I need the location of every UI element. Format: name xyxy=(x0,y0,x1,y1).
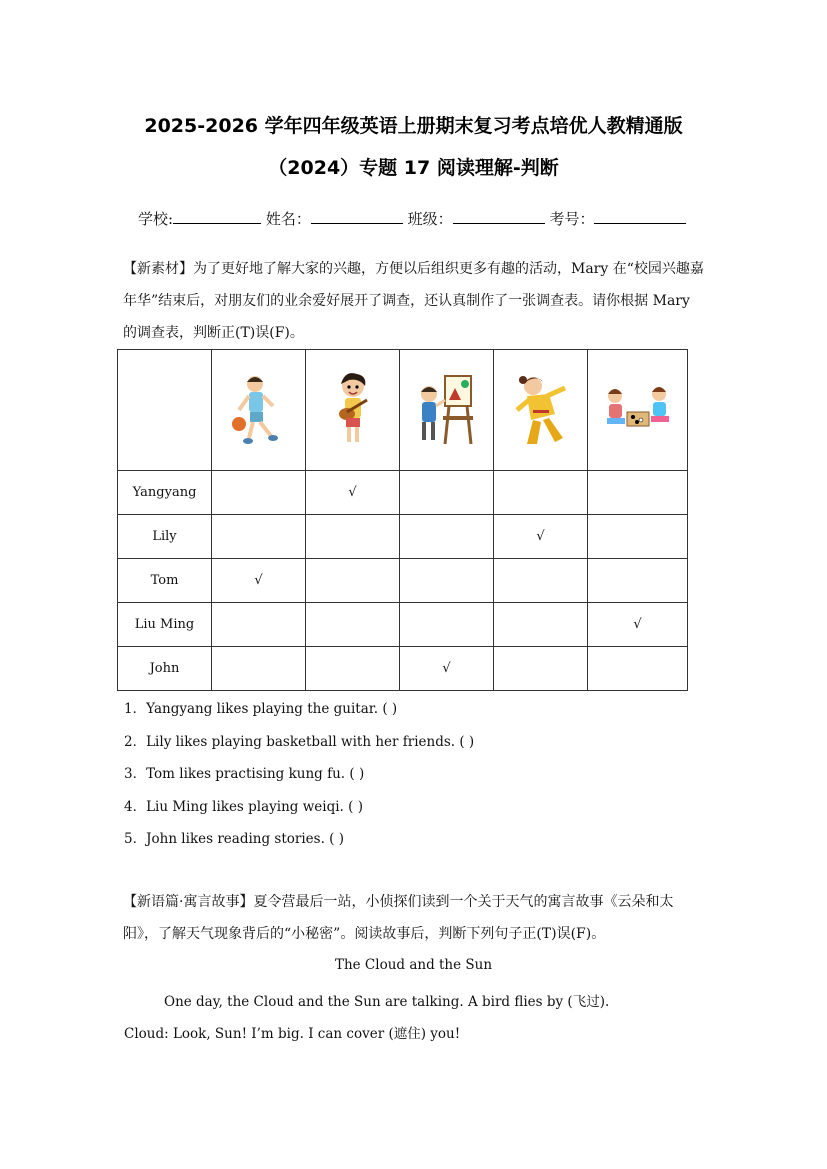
name-label: 姓名： xyxy=(265,210,311,228)
row-name: Liu Ming xyxy=(118,603,212,647)
class-blank[interactable] xyxy=(453,209,545,224)
school-blank[interactable] xyxy=(173,209,261,224)
cell xyxy=(212,603,306,647)
cell xyxy=(494,559,588,603)
cell xyxy=(400,603,494,647)
survey-row xyxy=(118,559,688,603)
check-cell: √ xyxy=(306,471,400,515)
section2-text: 夏令营最后一站，小侦探们读到一个关于天气的寓言故事《云朵和太阳》，了解天气现象背后的“小秘密”。阅读故事后，判断下列句子正(T)误(F)。 xyxy=(123,894,674,942)
question-1[interactable]: 1．Yangyang likes playing the guitar. ( ) xyxy=(124,701,398,717)
question-5[interactable]: 5．John likes reading stories. ( ) xyxy=(124,831,344,847)
story-line-2: Cloud: Look, Sun! I’m big. I can cover (遮住) you! xyxy=(124,1026,461,1042)
cell xyxy=(494,603,588,647)
cell xyxy=(494,471,588,515)
exam-no-blank[interactable] xyxy=(594,209,686,224)
kungfu-cell xyxy=(494,350,588,471)
check-cell: √ xyxy=(588,603,688,647)
basketball-cell xyxy=(212,350,306,471)
cell xyxy=(212,515,306,559)
student-info xyxy=(138,208,686,229)
survey-row xyxy=(118,515,688,559)
title-line-2: （2024）专题 17 阅读理解-判断 xyxy=(268,157,559,179)
question-3[interactable]: 3．Tom likes practising kung fu. ( ) xyxy=(124,766,365,782)
section1-text: 为了更好地了解大家的兴趣，方便以后组织更多有趣的活动，Mary 在“校园兴趣嘉年华”结束后，对朋友们的业余爱好展开了调查，还认真制作了一张调查表。请你根据 Mary 的调查表，判断正(T)误(F)。 xyxy=(123,261,704,341)
cell xyxy=(588,559,688,603)
row-name: Yangyang xyxy=(118,471,212,515)
guitar-boy-icon xyxy=(323,370,383,450)
school-label: 学校: xyxy=(138,210,174,228)
cell xyxy=(212,471,306,515)
cell xyxy=(588,515,688,559)
section2-tag: 【新语篇·寓言故事】 xyxy=(123,894,254,910)
check-cell: √ xyxy=(400,647,494,691)
check-cell: √ xyxy=(494,515,588,559)
survey-row xyxy=(118,603,688,647)
section1-tag: 【新素材】 xyxy=(123,261,193,277)
section2-intro xyxy=(123,886,708,950)
name-blank[interactable] xyxy=(311,209,403,224)
cell xyxy=(306,559,400,603)
question-4[interactable]: 4．Liu Ming likes playing weiqi. ( ) xyxy=(124,799,363,815)
cell xyxy=(588,471,688,515)
check-cell: √ xyxy=(212,559,306,603)
survey-row xyxy=(118,471,688,515)
basketball-boy-icon xyxy=(229,370,289,450)
row-name: Tom xyxy=(118,559,212,603)
painting-boy-icon xyxy=(415,370,479,450)
painting-cell xyxy=(400,350,494,471)
corner-cell xyxy=(118,350,212,471)
question-2[interactable]: 2．Lily likes playing basketball with her friends. ( ) xyxy=(124,734,475,750)
title-line-1: 2025-2026 学年四年级英语上册期末复习考点培优人教精通版 xyxy=(144,115,683,137)
cell xyxy=(588,647,688,691)
row-name: Lily xyxy=(118,515,212,559)
cell xyxy=(400,515,494,559)
section1-intro xyxy=(123,253,708,349)
class-label: 班级： xyxy=(407,210,453,228)
cell xyxy=(212,647,306,691)
weiqi-kids-icon xyxy=(603,380,673,440)
cell xyxy=(400,559,494,603)
cell xyxy=(306,603,400,647)
story-title: The Cloud and the Sun xyxy=(334,957,493,973)
story-line-1: One day, the Cloud and the Sun are talking. A bird flies by (飞过). xyxy=(164,994,610,1010)
survey-row xyxy=(118,647,688,691)
cell xyxy=(306,515,400,559)
row-name: John xyxy=(118,647,212,691)
cell xyxy=(306,647,400,691)
guitar-cell xyxy=(306,350,400,471)
kungfu-girl-icon xyxy=(509,370,573,450)
exam-no-label: 考号： xyxy=(549,210,595,228)
cell xyxy=(494,647,588,691)
survey-table xyxy=(117,349,688,691)
cell xyxy=(400,471,494,515)
picture-row xyxy=(118,350,688,471)
weiqi-cell xyxy=(588,350,688,471)
